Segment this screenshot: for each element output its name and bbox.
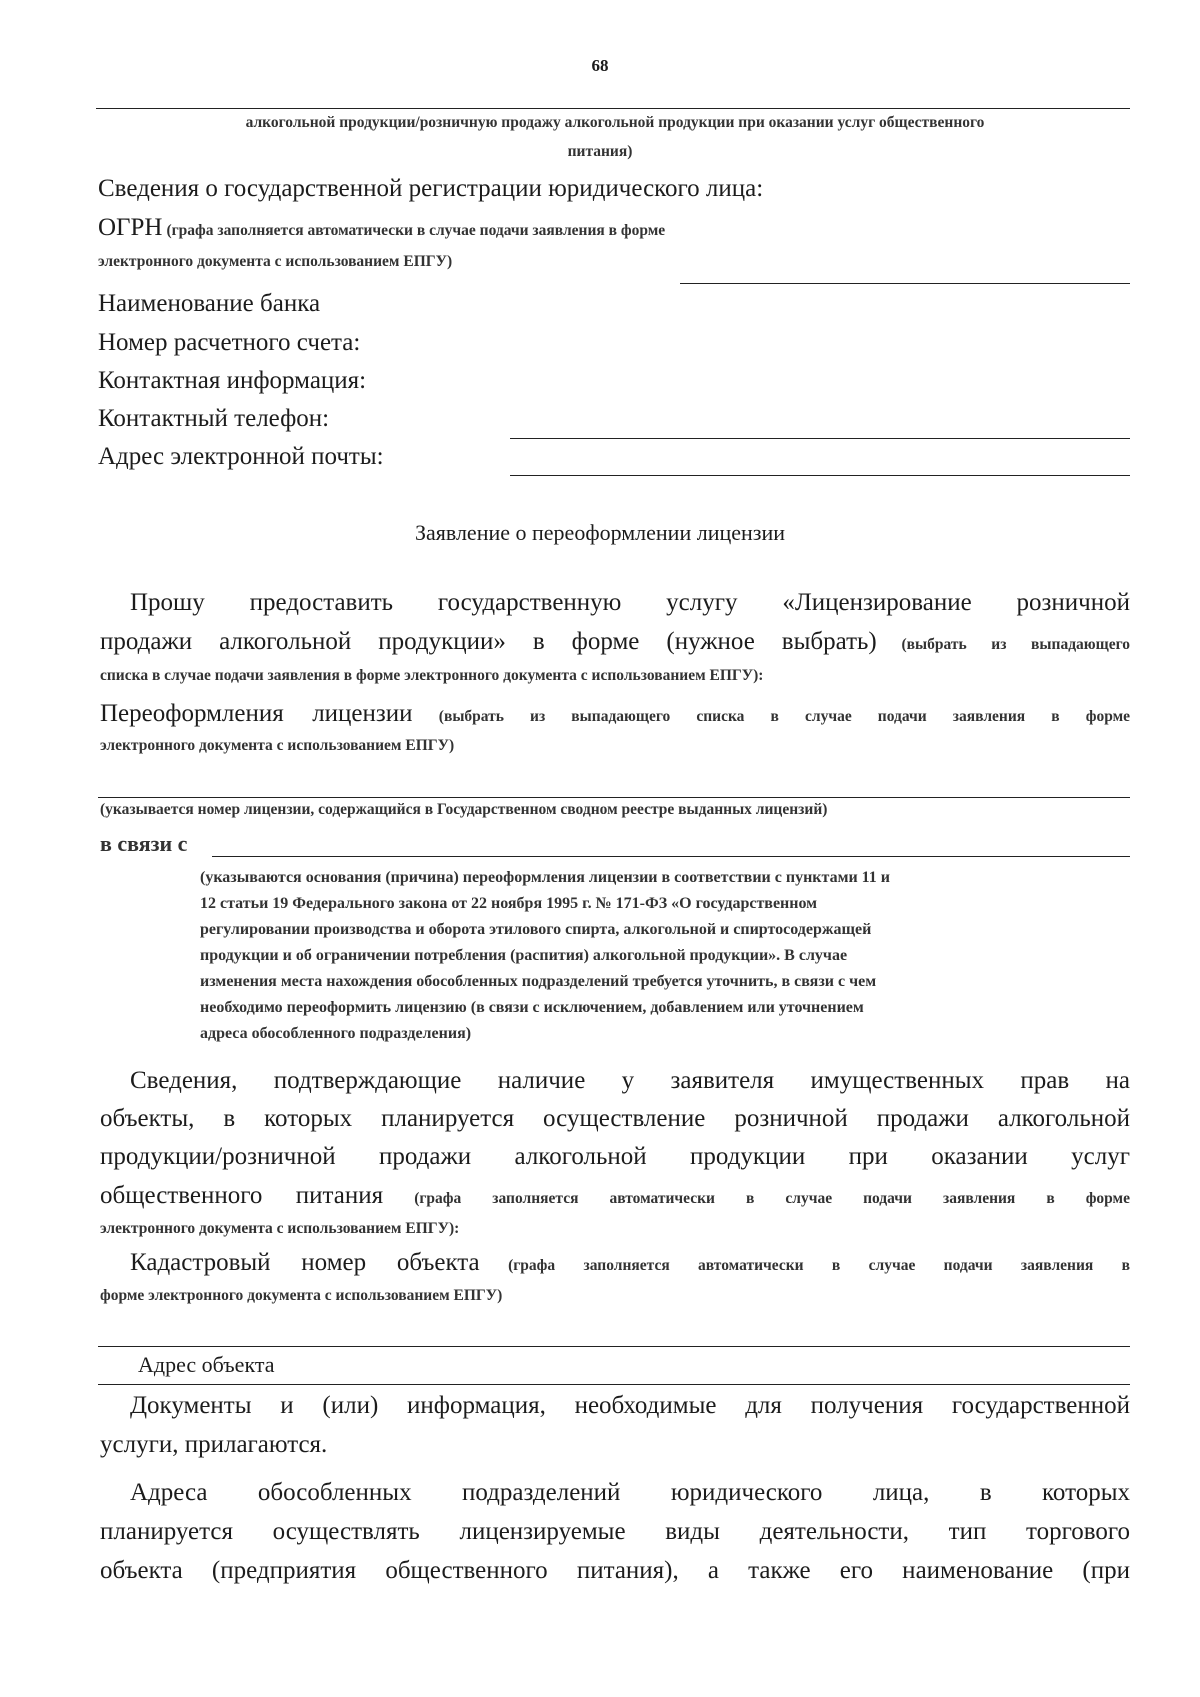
bank-label: Наименование банка — [98, 290, 321, 317]
property-line-2: объекты, в которых планируется осуществление розничной продажи алкогольной — [100, 1105, 1130, 1132]
property-line-4 — [100, 1182, 1130, 1210]
reissue-note: (выбрать из выпадающего списка в случае подачи заявления в форме — [438, 708, 1131, 725]
request-line-2-note: (выбрать из выпадающего — [901, 636, 1130, 653]
units-line-1: Адреса обособленных подразделений юридического лица, в которых — [130, 1479, 1130, 1506]
section-title: Заявление о переоформлении лицензии — [414, 520, 786, 545]
property-line-3: продукции/розничной продажи алкогольной продукции при оказании услуг — [100, 1143, 1130, 1170]
property-line-4-note: (графа заполняется автоматически в случае подачи заявления в форме — [414, 1190, 1130, 1207]
request-line-2-main: продажи алкогольной продукции» в форме (нужное выбрать) — [100, 628, 877, 655]
request-line-2 — [100, 628, 1130, 656]
contact-label: Контактная информация: — [98, 367, 367, 394]
reissue-label: Переоформления лицензии — [100, 700, 413, 727]
reason-note-line: изменения места нахождения обособленных подразделений требуется уточнить, в связи с чем — [200, 973, 877, 990]
account-label: Номер расчетного счета: — [98, 329, 361, 356]
cadastral-row — [130, 1249, 1130, 1277]
ogrn-note: (графа заполняется автоматически в случае подачи заявления в форме — [166, 222, 666, 239]
email-label: Адрес электронной почты: — [98, 443, 384, 470]
address-label: Адрес объекта — [138, 1352, 275, 1377]
continuation-line-1: алкогольной продукции/розничную продажу алкогольной продукции при оказании услуг общественного — [245, 114, 985, 131]
reason-note-line: 12 статьи 19 Федерального закона от 22 ноября 1995 г. № 171-ФЗ «О государственном — [200, 895, 818, 912]
continuation-line-2: питания) — [567, 143, 633, 160]
email-field-line[interactable] — [510, 475, 1130, 476]
registration-heading: Сведения о государственной регистрации юридического лица: — [98, 175, 764, 202]
property-line-4-main: общественного питания — [100, 1182, 384, 1209]
cadastral-note-cont: форме электронного документа с использованием ЕПГУ) — [100, 1287, 503, 1304]
reason-notes — [200, 865, 1130, 1047]
reissue-note-cont: электронного документа с использованием ЕПГУ) — [100, 737, 455, 754]
phone-field-line[interactable] — [510, 438, 1130, 439]
documents-line-2: услуги, прилагаются. — [100, 1431, 328, 1458]
reason-note-line: адреса обособленного подразделения) — [200, 1025, 472, 1042]
ogrn-field-line[interactable] — [680, 283, 1130, 284]
property-line-5: электронного документа с использованием ЕПГУ): — [100, 1220, 460, 1237]
request-line-3: списка в случае подачи заявления в форме электронного документа с использованием ЕПГУ): — [100, 667, 764, 684]
license-number-note: (указывается номер лицензии, содержащийся в Государственном сводном реестре выданных лицензий) — [100, 801, 828, 818]
ogrn-row — [98, 214, 665, 242]
reason-note-line: регулировании производства и оборота этилового спирта, алкогольной и спиртосодержащей — [200, 921, 872, 938]
page-number: 68 — [591, 56, 609, 75]
ogrn-label: ОГРН — [98, 214, 163, 241]
cadastral-field-line[interactable] — [98, 1346, 1130, 1347]
units-line-2: планируется осуществлять лицензируемые виды деятельности, тип торгового — [100, 1518, 1130, 1545]
reissue-row — [100, 700, 1130, 728]
reason-note-line: необходимо переоформить лицензию (в связи с исключением, добавлением или уточнением — [200, 999, 864, 1016]
request-line-1: Прошу предоставить государственную услугу «Лицензирование розничной — [130, 589, 1130, 616]
phone-label: Контактный телефон: — [98, 405, 330, 432]
due-to-label: в связи с — [100, 831, 188, 856]
cadastral-label: Кадастровый номер объекта — [130, 1249, 480, 1276]
reason-note-line: продукции и об ограничении потребления (распития) алкогольной продукции». В случае — [200, 947, 848, 964]
property-line-1: Сведения, подтверждающие наличие у заявителя имущественных прав на — [130, 1067, 1130, 1094]
documents-line-1: Документы и (или) информация, необходимые для получения государственной — [130, 1392, 1130, 1419]
cadastral-note: (графа заполняется автоматически в случае подачи заявления в — [508, 1257, 1130, 1274]
units-line-3: объекта (предприятия общественного питания), а также его наименование (при — [100, 1557, 1130, 1584]
reason-field-line[interactable] — [212, 856, 1130, 857]
license-number-line[interactable] — [98, 797, 1130, 798]
top-divider — [96, 108, 1130, 109]
ogrn-note-cont: электронного документа с использованием ЕПГУ) — [98, 253, 453, 270]
address-field-line[interactable] — [98, 1384, 1130, 1385]
reason-note-line: (указываются основания (причина) переоформления лицензии в соответствии с пунктами 11 и — [200, 869, 891, 886]
